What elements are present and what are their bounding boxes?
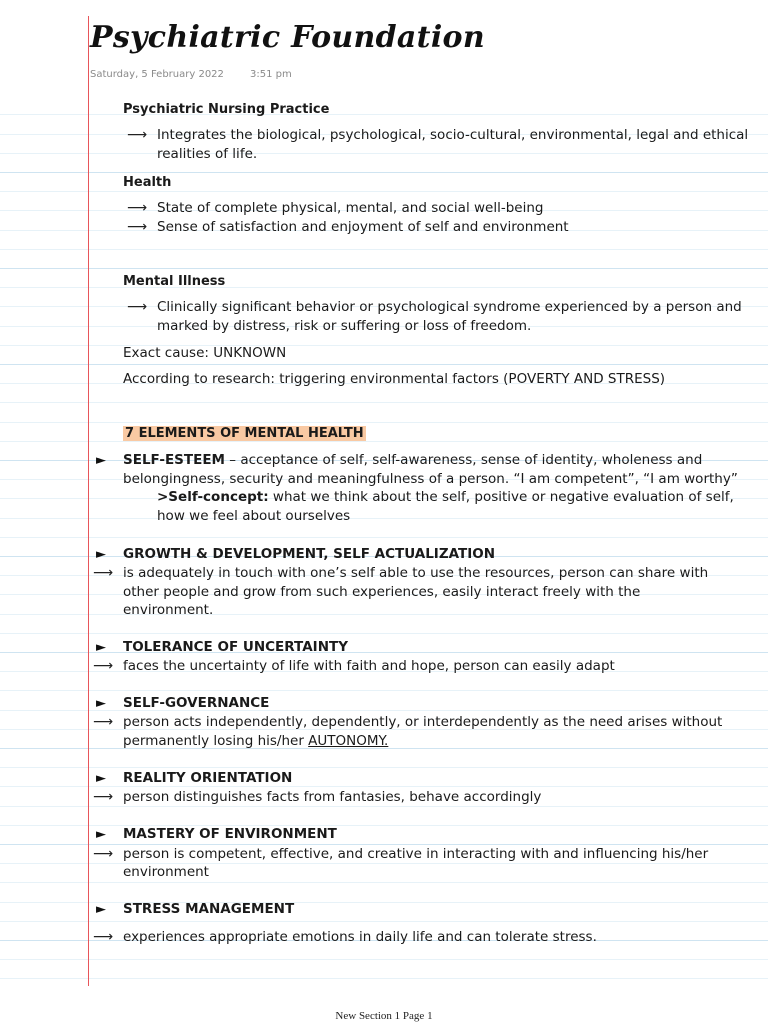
self-esteem-definition: – acceptance of self, self-awareness, sense of identity, wholeness and (225, 452, 703, 468)
growth-development-title: GROWTH & DEVELOPMENT, SELF ACTUALIZATION (123, 546, 496, 562)
section-heading-mental-illness: Mental Illness (123, 274, 226, 289)
arrow-icon: ⟶ (127, 200, 148, 216)
self-concept-line2: how we feel about ourselves (157, 508, 351, 524)
nursing-practice-text-line2: realities of life. (157, 146, 258, 162)
triangle-bullet-icon: ► (96, 827, 106, 842)
section-heading-nursing-practice: Psychiatric Nursing Practice (123, 102, 330, 117)
reality-orientation-title: REALITY ORIENTATION (123, 770, 293, 786)
stress-management-line1: experiences appropriate emotions in daily life and can tolerate stress. (123, 929, 597, 945)
mastery-environment-title: MASTERY OF ENVIRONMENT (123, 826, 337, 842)
growth-development-line1: is adequately in touch with one’s self able to use the resources, person can share with (123, 565, 709, 581)
reality-orientation-line1: person distinguishes facts from fantasies, behave accordingly (123, 789, 542, 805)
triangle-bullet-icon: ► (96, 453, 106, 468)
research-text: According to research: triggering environmental factors (POVERTY AND STRESS) (123, 371, 666, 387)
autonomy-underlined: AUTONOMY. (308, 733, 389, 749)
triangle-bullet-icon: ► (96, 547, 106, 562)
arrow-icon: ⟶ (127, 219, 148, 235)
elements-heading (123, 424, 366, 443)
mental-illness-text-line1: Clinically significant behavior or psychological syndrome experienced by a person and (157, 299, 742, 315)
arrow-icon: ⟶ (93, 714, 114, 730)
self-concept-line1 (157, 488, 734, 507)
self-esteem-line2: belongingness, security and meaningfulness of a person. “I am competent”, “I am worthy” (123, 471, 738, 487)
self-governance-title: SELF-GOVERNANCE (123, 695, 270, 711)
note-date: Saturday, 5 February 2022 (90, 69, 224, 80)
tolerance-uncertainty-title: TOLERANCE OF UNCERTAINTY (123, 639, 348, 655)
self-governance-line2 (123, 732, 388, 751)
triangle-bullet-icon: ► (96, 640, 106, 655)
arrow-icon: ⟶ (93, 565, 114, 581)
arrow-icon: ⟶ (127, 127, 148, 143)
arrow-icon: ⟶ (93, 846, 114, 862)
mastery-environment-line1: person is competent, effective, and creative in interacting with and influencing his/her (123, 846, 709, 862)
health-bullet-1: State of complete physical, mental, and social well-being (157, 200, 544, 216)
self-governance-line1: person acts independently, dependently, or interdependently as the need arises without (123, 714, 723, 730)
triangle-bullet-icon: ► (96, 696, 106, 711)
exact-cause-text: Exact cause: UNKNOWN (123, 345, 287, 361)
triangle-bullet-icon: ► (96, 902, 106, 917)
nursing-practice-text-line1: Integrates the biological, psychological, socio-cultural, environmental, legal and ethical (157, 127, 749, 143)
mastery-environment-line2: environment (123, 864, 209, 880)
arrow-icon: ⟶ (93, 658, 114, 674)
self-concept-label: >Self-concept: (157, 489, 269, 505)
tolerance-uncertainty-line1: faces the uncertainty of life with faith and hope, person can easily adapt (123, 658, 615, 674)
self-esteem-line1 (123, 451, 702, 470)
margin-line (88, 16, 89, 986)
health-bullet-2: Sense of satisfaction and enjoyment of self and environment (157, 219, 569, 235)
growth-development-line2: other people and grow from such experiences, easily interact freely with the (123, 584, 641, 600)
section-heading-health: Health (123, 175, 172, 190)
arrow-icon: ⟶ (93, 789, 114, 805)
note-time: 3:51 pm (250, 69, 292, 80)
growth-development-line3: environment. (123, 602, 214, 618)
self-concept-definition: what we think about the self, positive or negative evaluation of self, (268, 489, 734, 505)
arrow-icon: ⟶ (93, 929, 114, 945)
page-title: Psychiatric Foundation (90, 20, 485, 55)
stress-management-title: STRESS MANAGEMENT (123, 901, 295, 917)
page-footer: New Section 1 Page 1 (335, 1010, 433, 1022)
elements-heading-highlight: 7 ELEMENTS OF MENTAL HEALTH (125, 426, 364, 441)
self-governance-line2-text: permanently losing his/her (123, 733, 309, 749)
triangle-bullet-icon: ► (96, 771, 106, 786)
arrow-icon: ⟶ (127, 299, 148, 315)
self-esteem-title: SELF-ESTEEM (123, 452, 225, 468)
mental-illness-text-line2: marked by distress, risk or suffering or loss of freedom. (157, 318, 532, 334)
